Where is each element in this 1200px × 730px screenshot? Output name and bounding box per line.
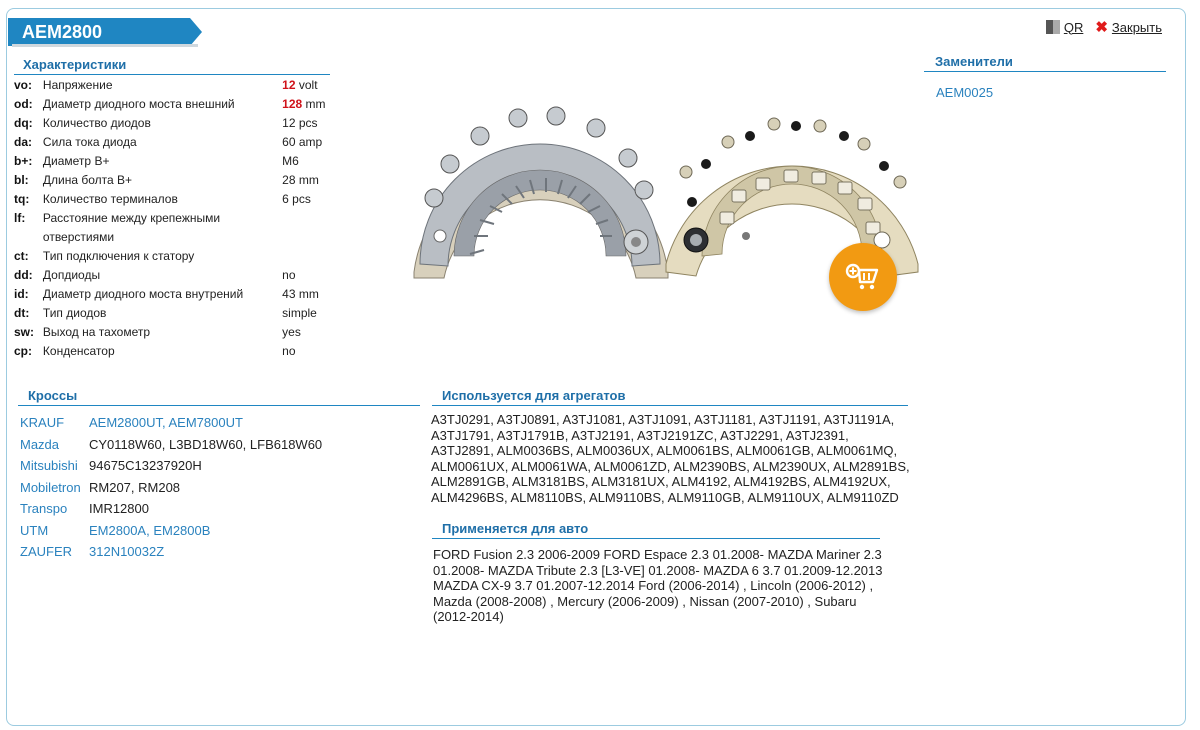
spec-code: od: [14, 97, 33, 111]
spec-name: Количество терминалов [42, 192, 178, 206]
spec-name: Количество диодов [42, 116, 151, 130]
spec-code: cp: [14, 344, 32, 358]
spec-value [282, 76, 332, 95]
spec-value: simple [282, 306, 317, 320]
spec-code: bl: [14, 173, 29, 187]
spec-name: Расстояние между крепежными отверстиями [42, 211, 221, 244]
heatsink-plate-image [414, 107, 668, 278]
spec-value: 6 pcs [282, 192, 311, 206]
cross-codes[interactable]: EM2800A, EM2800B [89, 522, 211, 538]
spec-value [282, 247, 332, 266]
spec-row [14, 95, 332, 114]
spec-row [14, 247, 332, 266]
spec-value: 12 pcs [282, 116, 318, 130]
spec-name: Диаметр диодного моста внутрений [42, 287, 244, 301]
cross-codes: IMR12800 [89, 501, 149, 516]
cross-brand-link[interactable]: UTM [20, 522, 49, 538]
units-heading: Используется для агрегатов [432, 388, 908, 406]
cross-row [20, 477, 420, 499]
spec-name: Конденсатор [42, 344, 115, 358]
spec-code: ct: [14, 249, 29, 263]
spec-row [14, 190, 332, 209]
top-links [1046, 18, 1162, 36]
spec-row [14, 152, 332, 171]
spec-row [14, 266, 332, 285]
spec-row [14, 133, 332, 152]
spec-row [14, 171, 332, 190]
qr-link[interactable] [1046, 20, 1084, 35]
specs-heading: Характеристики [14, 57, 330, 75]
spec-name: Напряжение [42, 78, 113, 92]
spec-row [14, 285, 332, 304]
spec-value-number: 128 [282, 97, 303, 111]
spec-code: sw: [14, 325, 35, 339]
spec-value: no [282, 268, 296, 282]
spec-code: vo: [14, 78, 32, 92]
cars-list: FORD Fusion 2.3 2006-2009 FORD Espace 2.3 01.2008- MAZDA Mariner 2.3 01.2008- MAZDA Tribute 2.3 [L3-VE] 01.2008- MAZDA 6 3.7 01.2009-12.2013 MAZDA CX-9 3.7 01.2007-12.2014 Ford (2006-2014) , Lincoln (2006-2012) , Mazda (2008-2008) , Mercury (2006-2009) , Nissan (2007-2010) , Subaru (2012-2014) [433, 547, 883, 624]
cross-codes: 94675C13237920H [89, 458, 202, 473]
replacements-heading: Заменители [924, 54, 1166, 72]
cross-codes[interactable]: 312N10032Z [89, 544, 165, 559]
close-link[interactable] [1095, 18, 1162, 36]
spec-row [14, 323, 332, 342]
cross-row [20, 498, 420, 520]
cross-row [20, 455, 420, 477]
spec-row [14, 209, 332, 247]
spec-row [14, 342, 332, 361]
spec-code: id: [14, 287, 29, 301]
cross-row [20, 412, 420, 434]
spec-code: b+: [14, 154, 33, 168]
cross-codes: RM207, RM208 [89, 479, 181, 495]
close-icon: ✖ [1095, 19, 1108, 36]
spec-name: Сила тока диода [42, 135, 137, 149]
replacement-link[interactable]: AEM0025 [936, 85, 994, 100]
cross-brand-link[interactable]: KRAUF [20, 415, 65, 430]
cross-codes: CY0118W60, L3BD18W60, LFB618W60 [89, 436, 323, 452]
units-list: A3TJ0291, A3TJ0891, A3TJ1081, A3TJ1091, A3TJ1181, A3TJ1191, A3TJ1191A, A3TJ1791, A3TJ1791B, A3TJ2191, A3TJ2191ZC, A3TJ2291, A3TJ2391, A3TJ2891, ALM0036BS, ALM0036UX, ALM0061BS, ALM0061GB, ALM0061MQ, ALM0061UX, ALM0061WA, ALM0061ZD, ALM2390BS, ALM2390UX, ALM2891BS, ALM2891GB, ALM3181BS, ALM3181UX, ALM4192, ALM4192BS, ALM4192UX, ALM4296BS, ALM8110BS, ALM9110BS, ALM9110GB, ALM9110UX, ALM9110ZD [431, 412, 910, 505]
spec-name: Выход на тахометр [42, 325, 151, 339]
spec-name: Допдиоды [42, 268, 101, 282]
spec-name: Тип подключения к статору [42, 249, 195, 263]
spec-value: 28 mm [282, 173, 319, 187]
spec-value [282, 209, 332, 247]
spec-code: dd: [14, 268, 33, 282]
cross-row [20, 541, 420, 563]
add-to-cart-button[interactable] [829, 243, 897, 311]
cross-brand-link[interactable]: ZAUFER [20, 544, 72, 559]
cart-plus-icon [845, 262, 881, 292]
cross-brand-link[interactable]: Mitsubishi [20, 458, 78, 473]
product-title: AEM2800 [8, 18, 190, 46]
spec-value: 43 mm [282, 287, 319, 301]
cross-row [20, 520, 420, 542]
spec-row [14, 114, 332, 133]
spec-name: Диаметр B+ [42, 154, 110, 168]
spec-value-unit: mm [305, 97, 326, 111]
close-link-label[interactable]: Закрыть [1111, 20, 1162, 35]
cross-codes[interactable]: AEM2800UT, AEM7800UT [89, 415, 243, 430]
specs-table [14, 76, 332, 361]
spec-name: Тип диодов [42, 306, 107, 320]
spec-value: no [282, 344, 296, 358]
spec-value [282, 95, 332, 114]
spec-name: Диаметр диодного моста внешний [42, 97, 235, 111]
crosses-list [20, 412, 420, 563]
spec-value: M6 [282, 154, 299, 168]
spec-code: da: [14, 135, 32, 149]
spec-value-unit: volt [298, 78, 318, 92]
spec-code: lf: [14, 211, 26, 225]
spec-code: tq: [14, 192, 30, 206]
spec-code: dq: [14, 116, 33, 130]
spec-row [14, 304, 332, 323]
qr-link-label[interactable]: QR [1063, 19, 1084, 35]
spec-row [14, 76, 332, 95]
spec-code: dt: [14, 306, 30, 320]
cross-brand-link[interactable]: Mazda [20, 436, 60, 452]
cars-heading: Применяется для авто [432, 521, 880, 539]
title-shadow [12, 44, 198, 47]
cross-row [20, 434, 420, 456]
spec-value-number: 12 [282, 78, 296, 92]
spec-value: yes [282, 325, 301, 339]
crosses-heading: Кроссы [18, 388, 420, 406]
spec-name: Длина болта B+ [42, 173, 133, 187]
cross-brand-link[interactable]: Mobiletron [20, 479, 81, 495]
spec-value: 60 amp [282, 135, 323, 149]
qr-icon [1046, 20, 1060, 34]
cross-brand-link[interactable]: Transpo [20, 501, 68, 516]
